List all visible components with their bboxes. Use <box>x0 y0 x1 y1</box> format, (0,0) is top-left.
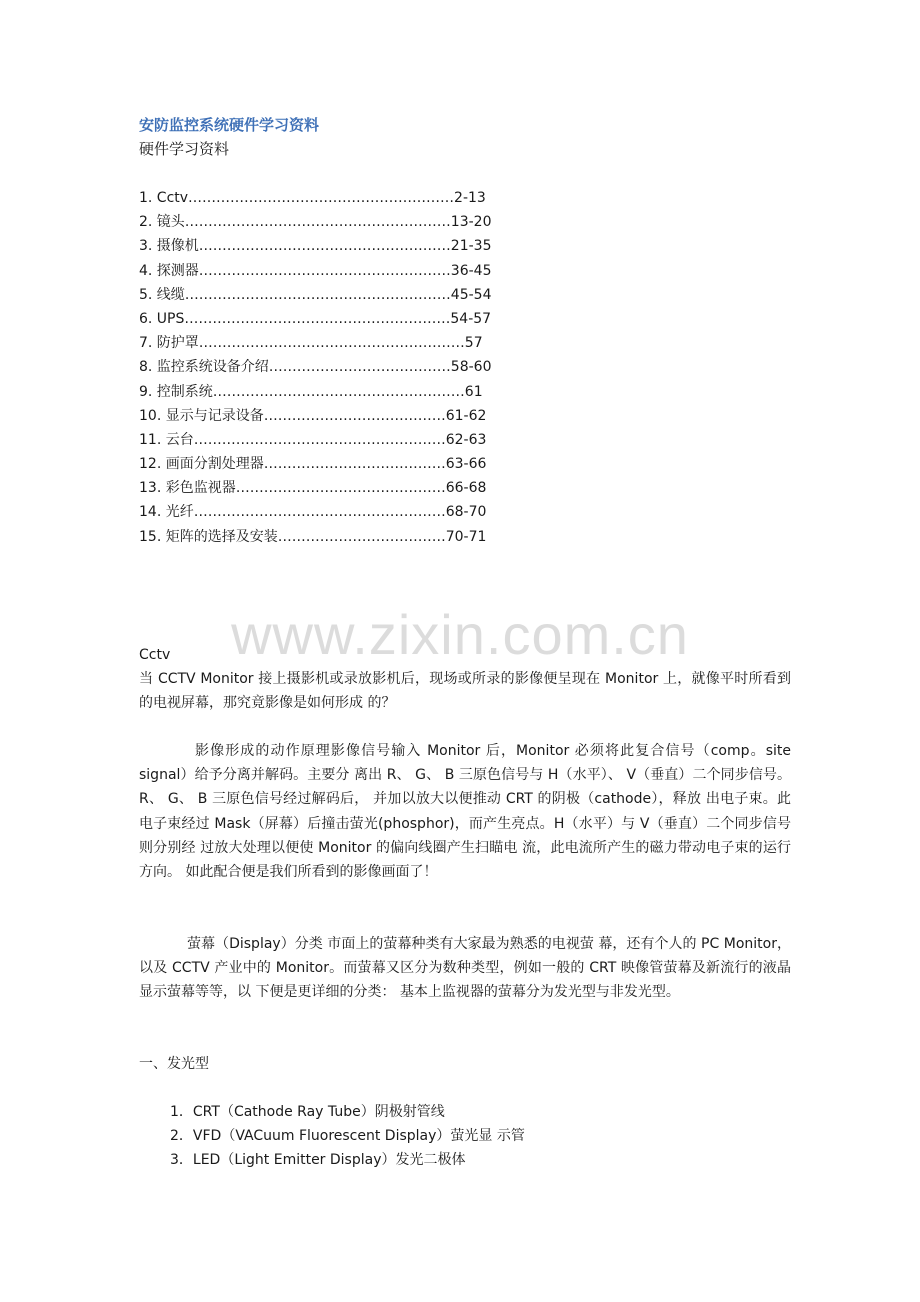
toc-item: 4. 探测器………………………………………………36-45 <box>139 262 492 279</box>
toc-item: 9. 控制系统………………………………………………61 <box>139 383 483 400</box>
toc-item: 2. 镜头…………………………………………………13-20 <box>139 214 492 231</box>
paragraph-display-types: 萤幕（Display）分类 市面上的萤幕种类有大家最为熟悉的电视萤 幕，还有个人的 PC Monitor，以及 CCTV 产业中的 Monitor。而萤幕又区分为数种类型，例如一般的 CRT 映像管萤幕及新流行的液晶显示萤幕等等，以 下便是更详细的分类： 基本上监视器的萤幕分为发光型与非发光型。 <box>139 936 791 1001</box>
table-of-contents <box>139 186 559 549</box>
toc-item: 1. Cctv…………………………………………………2-13 <box>139 190 486 206</box>
toc-item: 3. 摄像机………………………………………………21-35 <box>139 238 492 255</box>
list-item: 1．CRT（Cathode Ray Tube）阴极射管线 <box>170 1104 445 1120</box>
document-title: 安防监控系统硬件学习资料 <box>139 116 320 134</box>
watermark: www.zixin.com.cn <box>231 603 689 666</box>
list-item: 2．VFD（VACuum Fluorescent Display）萤光显 示管 <box>170 1128 525 1145</box>
document-subtitle: 硬件学习资料 <box>139 140 230 158</box>
paragraph-image-formation: 影像形成的动作原理影像信号输入 Monitor 后，Monitor 必须将此复合信号（comp。site signal）给予分离并解码。主要分 离出 R、 G、 B 三原色信号与 H（水平）、 V（垂直）二个同步信号。 R、 G、 B 三原色信号经过解码后， 并加以放大以便推动 CRT 的阴极（cathode），释放 出电子束。此电子束经过 Mask（屏幕）后撞击萤光(phosphor)，而产生亮点。H（水平）与 V（垂直）二个同步信号则分别经 过放大处理以便使 Monitor 的偏向线圈产生扫瞄电 流，此电流所产生的磁力带动电子束的运行方向。 如此配合便是我们所看到的影像画面了！ <box>139 743 791 881</box>
toc-item: 12. 画面分割处理器…………………………………63-66 <box>139 456 487 473</box>
subheading-emissive: 一、发光型 <box>139 1056 209 1072</box>
toc-item: 11. 云台………………………………………………62-63 <box>139 431 487 448</box>
section-heading: Cctv <box>139 647 171 663</box>
toc-item: 8. 监控系统设备介绍…………………………………58-60 <box>139 359 492 376</box>
toc-item: 14. 光纤………………………………………………68-70 <box>139 504 487 521</box>
toc-item: 6. UPS…………………………………………………54-57 <box>139 310 492 327</box>
list-item: 3．LED（Light Emitter Display）发光二极体 <box>170 1152 466 1169</box>
toc-item: 5. 线缆…………………………………………………45-54 <box>139 286 492 303</box>
paragraph-intro: 当 CCTV Monitor 接上摄影机或录放影机后，现场或所录的影像便呈现在 Monitor 上，就像平时所看到的电视屏幕，那究竟影像是如何形成 的？ <box>139 671 791 712</box>
toc-item: 15. 矩阵的选择及安装………………………………70-71 <box>139 528 487 545</box>
toc-item: 10. 显示与记录设备…………………………………61-62 <box>139 407 487 424</box>
toc-item: 13. 彩色监视器………………………………………66-68 <box>139 480 487 497</box>
toc-item: 7. 防护罩…………………………………………………57 <box>139 335 483 352</box>
display-type-list <box>170 1100 525 1173</box>
